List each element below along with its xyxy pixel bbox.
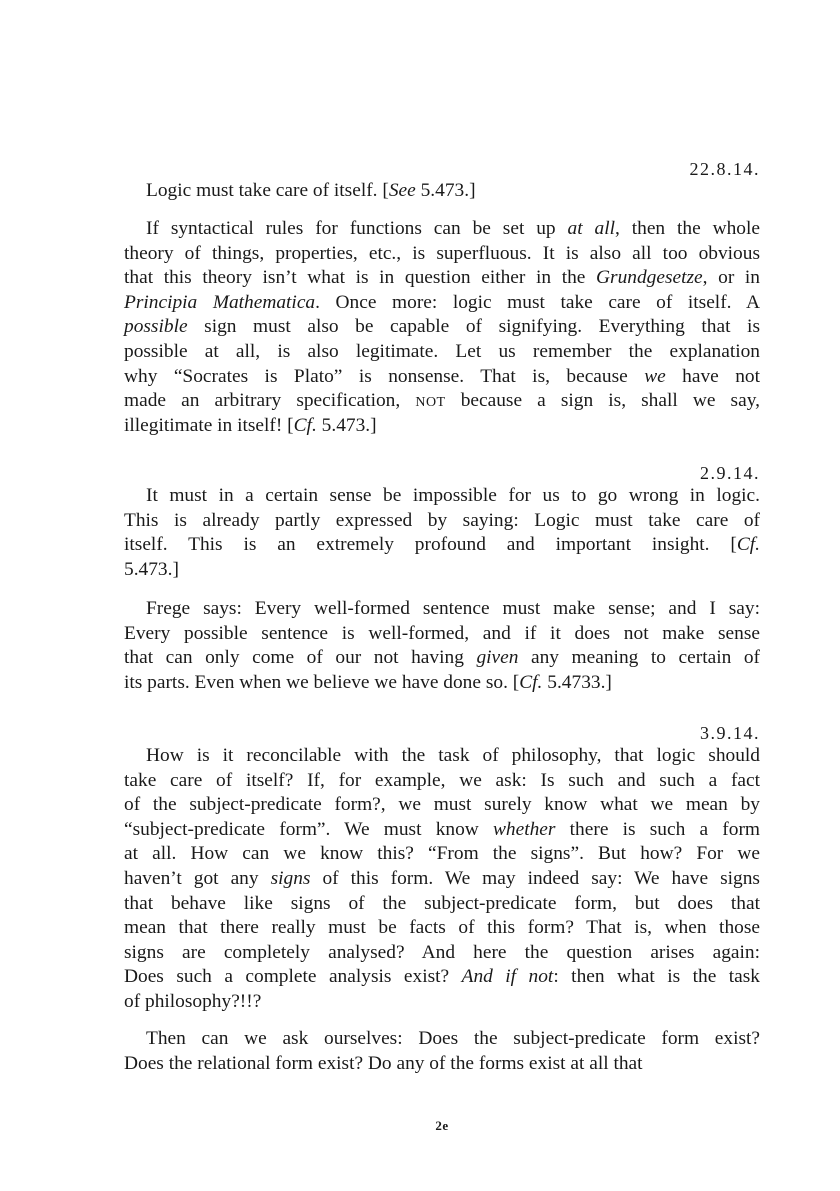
text-line — [124, 1027, 760, 1052]
text-line — [124, 509, 760, 534]
italic-text: See — [388, 180, 416, 201]
paragraph — [124, 1027, 760, 1076]
text-line — [124, 414, 760, 439]
text-segment: 5.473.] — [316, 414, 377, 436]
text-segment: that this theory isn’t what is in question either in the — [124, 267, 597, 289]
text-segment: take care of itself? If, for example, we ask: Is such and such a fact — [124, 769, 760, 791]
text-line — [124, 533, 760, 558]
page-number: 2e — [435, 1118, 449, 1133]
text-segment: Every possible sentence is well-formed, and if it does not make sense — [124, 622, 760, 644]
text-segment: : then what is the task — [553, 966, 761, 988]
text-line — [124, 389, 760, 414]
text-segment: of the subject-predicate form?, we must surely know what we mean by — [124, 794, 760, 816]
text-segment: at all. How can we know this? “From the signs”. But how? For we — [124, 843, 760, 865]
text-line — [124, 646, 760, 671]
paragraph — [124, 597, 760, 695]
italic-text: Cf. — [736, 534, 760, 556]
entry-date: 2.9.14. — [700, 463, 760, 483]
paragraph — [124, 179, 760, 204]
text-segment: , then the whole — [614, 218, 760, 239]
text-segment: . Once more: logic must take care of itself. A — [315, 291, 761, 313]
text-line — [124, 842, 760, 867]
paragraph — [124, 484, 760, 582]
text-line — [124, 990, 760, 1015]
text-line — [124, 769, 760, 794]
text-line — [124, 242, 760, 267]
text-segment: Then can we ask ourselves: Does the subject-predicate form exist? — [146, 1028, 760, 1049]
text-segment: theory of things, properties, etc., is superfluous. It is also all too obvious — [124, 242, 760, 264]
text-line — [124, 867, 760, 892]
text-segment: sign must also be capable of signifying. Everything that is — [187, 316, 760, 338]
text-line — [124, 340, 760, 365]
italic-text: we — [644, 365, 666, 387]
entry-date: 22.8.14. — [689, 159, 760, 179]
text-segment: made an arbitrary specification, — [124, 390, 416, 412]
text-segment: This is already partly expressed by saying: Logic must take care of — [124, 509, 760, 531]
text-line — [124, 1052, 760, 1077]
text-line — [124, 484, 760, 509]
text-segment: its parts. Even when we believe we have done so. [ — [124, 671, 520, 693]
text-line — [124, 941, 760, 966]
text-segment: How is it reconcilable with the task of philosophy, that logic should — [146, 745, 760, 766]
italic-text: given — [476, 647, 519, 669]
text-segment: any meaning to certain of — [518, 647, 760, 669]
text-line — [124, 365, 760, 390]
italic-text: signs — [270, 867, 311, 889]
text-segment: Does the relational form exist? Do any of the forms exist at all that — [124, 1052, 643, 1074]
text-segment: 5.4733.] — [542, 671, 612, 693]
italic-text: And if not — [461, 966, 554, 988]
text-line — [124, 892, 760, 917]
text-segment: because a sign is, shall we say, — [445, 390, 760, 412]
text-segment: why “Socrates is Plato” is nonsense. That is, because — [124, 365, 645, 387]
text-line — [124, 597, 760, 622]
text-segment: If syntactical rules for functions can be set up — [146, 218, 568, 239]
text-segment: Frege says: Every well-formed sentence must make sense; and I say: — [146, 598, 760, 619]
text-segment: that can only come of our not having — [124, 647, 477, 669]
text-segment: Logic must take care of itself. [ — [146, 180, 389, 201]
italic-text: at all — [567, 218, 615, 239]
text-line — [124, 315, 760, 340]
text-line — [124, 818, 760, 843]
text-segment: haven’t got any — [124, 867, 271, 889]
text-segment: of this form. We may indeed say: We have signs — [310, 867, 760, 889]
text-line — [124, 793, 760, 818]
text-line — [124, 558, 760, 583]
italic-text: whether — [492, 818, 556, 840]
text-segment: of philosophy?!!? — [124, 990, 262, 1012]
text-line — [124, 671, 760, 696]
text-segment: illegitimate in itself! [ — [124, 414, 294, 436]
text-segment: mean that there really must be facts of this form? That is, when those — [124, 917, 760, 939]
italic-text: possible — [124, 316, 188, 338]
text-line — [124, 744, 760, 769]
text-segment: there is such a form — [555, 818, 760, 840]
italic-text: Grundgesetze — [596, 267, 703, 289]
text-line — [124, 266, 760, 291]
text-segment: possible at all, is also legitimate. Let us remember the explanation — [124, 340, 760, 362]
text-segment: Does such a complete analysis exist? — [124, 966, 462, 988]
italic-text: Principia Mathematica — [124, 291, 316, 313]
text-line — [124, 965, 760, 990]
text-line — [124, 179, 760, 204]
text-segment: “subject-predicate form”. We must know — [124, 818, 493, 840]
italic-text: Cf. — [519, 671, 543, 693]
italic-text: Cf. — [293, 414, 317, 436]
paragraph — [124, 217, 760, 438]
small-caps-text: not — [415, 390, 446, 412]
text-segment: that behave like signs of the subject-predicate form, but does that — [124, 892, 760, 914]
text-segment: itself. This is an extremely profound and important insight. [ — [124, 534, 737, 556]
text-segment: 5.473.] — [415, 180, 476, 201]
text-segment: , or in — [702, 267, 760, 289]
text-segment: It must in a certain sense be impossible for us to go wrong in logic. — [146, 485, 760, 506]
text-line — [124, 291, 760, 316]
text-line — [124, 622, 760, 647]
text-segment: signs are completely analysed? And here the question arises again: — [124, 941, 760, 963]
entry-date: 3.9.14. — [700, 723, 760, 743]
text-segment: 5.473.] — [124, 558, 179, 580]
paragraph — [124, 744, 760, 1015]
text-line — [124, 916, 760, 941]
text-line — [124, 217, 760, 242]
text-segment: have not — [665, 365, 761, 387]
